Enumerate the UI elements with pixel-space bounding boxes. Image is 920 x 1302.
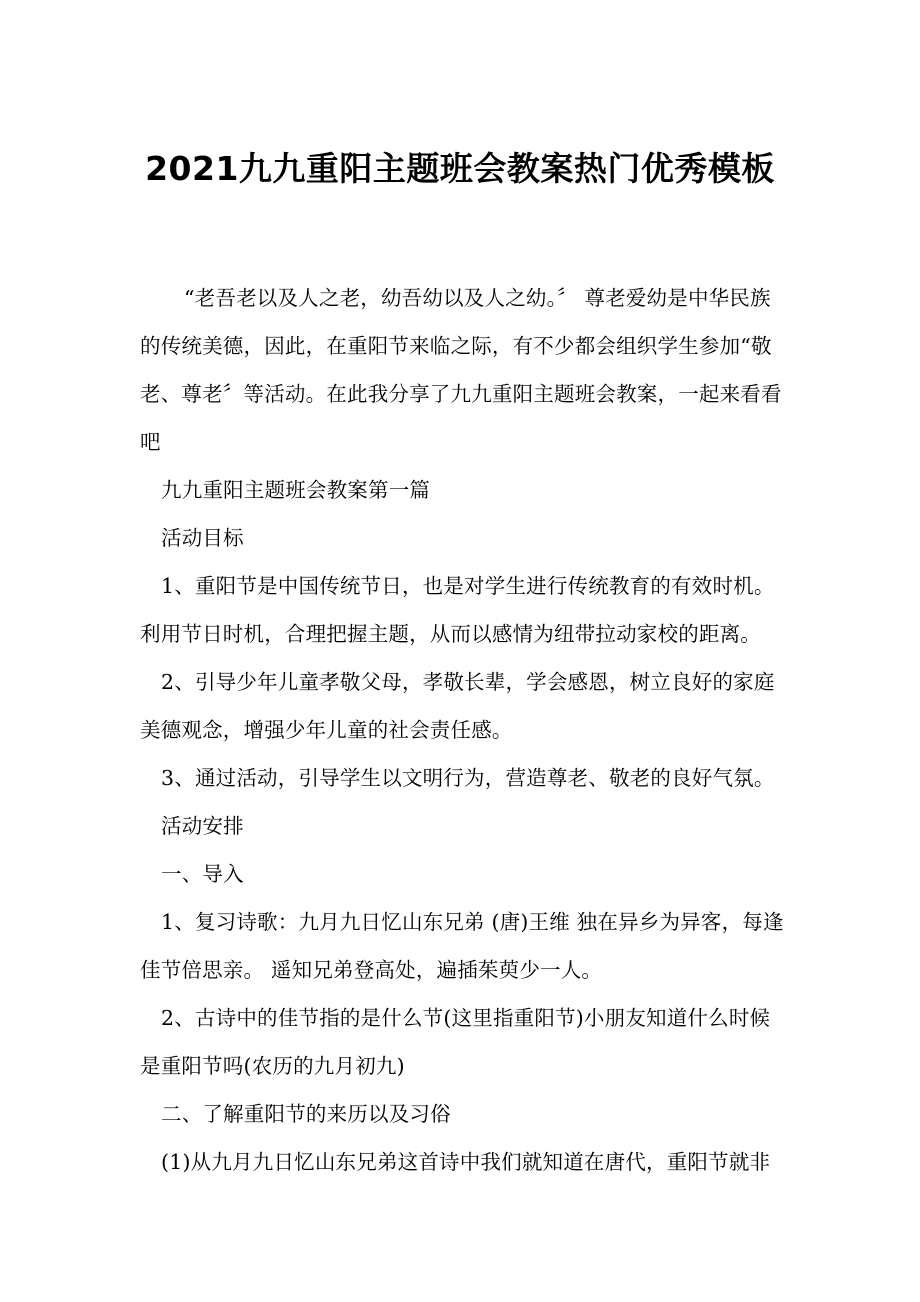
goal-item: 3、通过活动，引导学生以文明行为，营造尊老、敬老的良好气氛。 (161, 766, 775, 790)
step-item: (1)从九月九日忆山东兄弟这首诗中我们就知道在唐代，重阳节就非 (161, 1150, 771, 1174)
arrangement-heading: 活动安排 (161, 814, 244, 838)
intro-paragraph: “老吾老以及人之老，幼吾幼以及人之幼。〞 尊老爱幼是中华民族的传统美德，因此，在重阳节来临之际，有不少都会组织学生参加“敬老、尊老〞等活动。在此我分享了九九重阳主题班会教案，一起来看看吧 (140, 286, 782, 454)
goal-item: 1、重阳节是中国传统节日，也是对学生进行传统教育的有效时机。利用节日时机，合理把握主题，从而以感情为纽带拉动家校的距离。 (140, 574, 775, 646)
step-heading: 二、了解重阳节的来历以及习俗 (161, 1102, 451, 1126)
goal-item: 2、引导少年儿童孝敬父母，孝敬长辈，学会感恩，树立良好的家庭美德观念，增强少年儿童的社会责任感。 (140, 670, 775, 742)
section-heading: 九九重阳主题班会教案第一篇 (161, 478, 431, 502)
step-heading: 一、导入 (161, 862, 244, 886)
step-item: 1、复习诗歌：九月九日忆山东兄弟 (唐)王维 独在异乡为异客，每逢佳节倍思亲。 遥知兄弟登高处，遍插茱萸少一人。 (140, 910, 784, 982)
step-item: 2、古诗中的佳节指的是什么节(这里指重阳节)小朋友知道什么时候是重阳节吗(农历的九月初九) (140, 1006, 771, 1078)
document-body (140, 274, 785, 1186)
document-title: 2021九九重阳主题班会教案热门优秀模板 (145, 149, 775, 188)
goals-heading: 活动目标 (161, 526, 244, 550)
